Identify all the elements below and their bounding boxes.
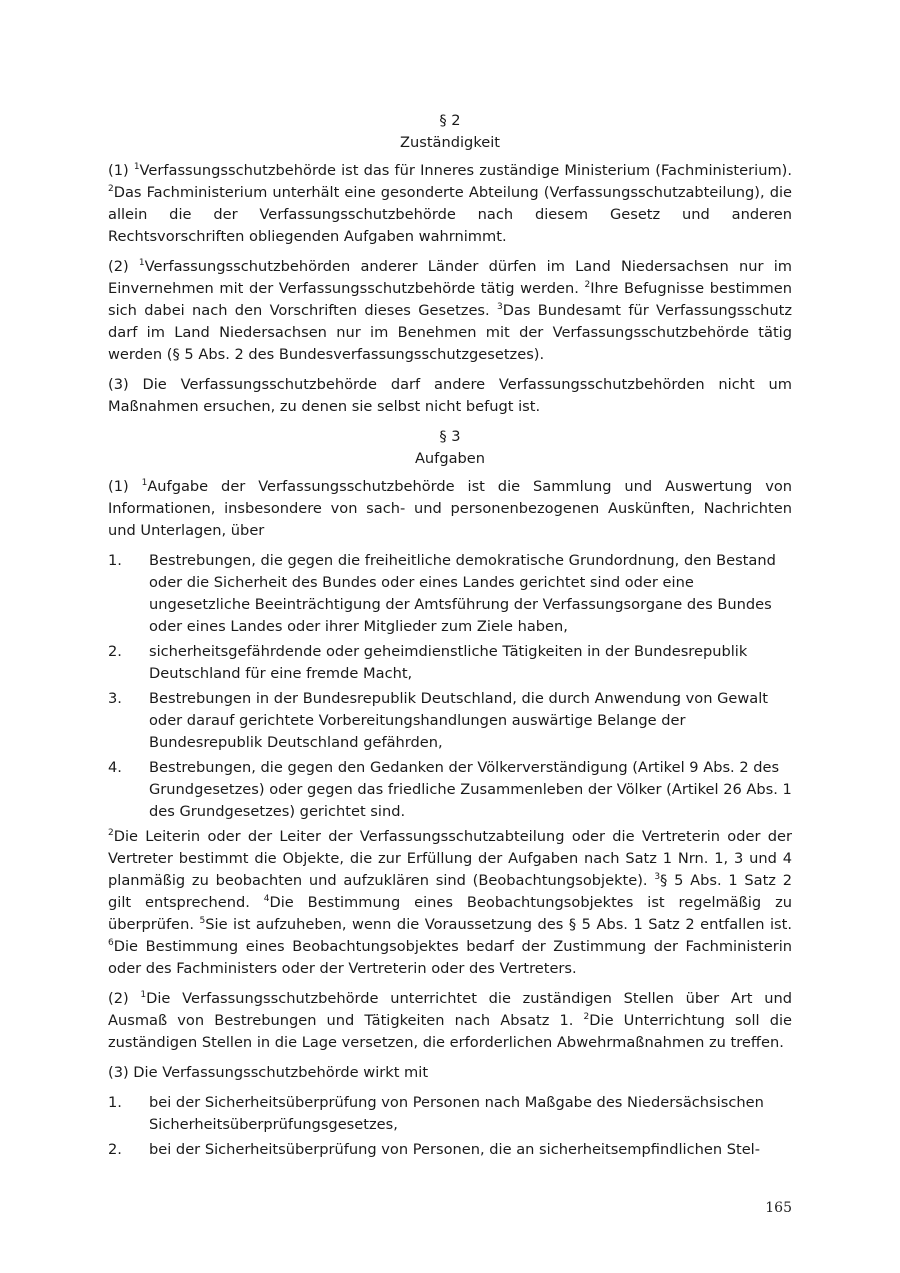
list-item — [108, 1139, 792, 1161]
paragraph: (1) $^1$Verfassungsschutzbehörde ist das für Inneres zuständige Ministerium (Fachministerium). $^2$Das Fachministerium unterhält eine gesonderte Abteilung (Verfassungsschutzabteilung), die allein die der Verfassungsschutzbehörde nach diesem Gesetz und anderen Rechtsvorschriften obliegenden Aufgaben wahrnimmt. — [108, 162, 792, 245]
sentence-number: 2 — [583, 1012, 590, 1023]
section-number: § 3 — [439, 428, 461, 445]
page-number: 165 — [765, 1200, 792, 1216]
list-item-text: Bestrebungen in der Bundesrepublik Deutschland, die durch Anwendung von Gewalt oder darauf gerichtete Vorbereitungshandlungen auswärtige Belange der Bundesrepublik Deutschland gefährden, — [149, 690, 769, 751]
list-item — [108, 641, 792, 685]
numbered-list — [108, 1092, 792, 1161]
paragraph: (3) Die Verfassungsschutzbehörde wirkt mit — [108, 1064, 429, 1081]
paragraph: $^2$Die Leiterin oder der Leiter der Verfassungsschutzabteilung oder die Vertreterin oder der Vertreter bestimmt die Objekte, die zur Erfüllung der Aufgaben nach Satz 1 Nrn. 1, 3 und 4 planmäßig zu beobachten und aufzuklären sind (Beobachtungsobjekte). $^3$§ 5 Abs. 1 Satz 2 gilt entsprechend. $^4$Die Bestimmung eines Beobachtungsobjektes ist regelmäßig zu überprüfen. $^5$Sie ist aufzuheben, wenn die Voraussetzung des § 5 Abs. 1 Satz 2 entfallen ist. $^6$Die Bestimmung eines Beobachtungsobjektes bedarf der Zustimmung der Fachministerin oder des Fachministers oder der Vertreterin oder des Vertreters. — [108, 828, 792, 977]
list-item — [108, 688, 792, 754]
section-3-heading — [108, 426, 792, 470]
list-item-text: bei der Sicherheitsüberprüfung von Personen nach Maßgabe des Niedersächsischen Sicherheitsüberprüfungsgesetzes, — [149, 1094, 764, 1133]
sentence-number: 3 — [496, 302, 503, 313]
sentence-number: 6 — [108, 938, 114, 949]
section-title: Aufgaben — [414, 450, 486, 467]
section-2-heading — [108, 110, 792, 154]
list-item-number: 1. — [108, 1094, 122, 1111]
document-page — [108, 106, 792, 1164]
sentence-number: 1 — [140, 990, 147, 1001]
paragraph: (3) Die Verfassungsschutzbehörde darf andere Verfassungsschutzbehörden nicht um Maßnahmen ersuchen, zu denen sie selbst nicht befugt ist. — [108, 376, 792, 415]
list-item — [108, 757, 792, 823]
paragraph: (1) $^1$Aufgabe der Verfassungsschutzbehörde ist die Sammlung und Auswertung von Informationen, insbesondere von sach- und personenbezogenen Auskünften, Nachrichten und Unterlagen, über — [108, 478, 793, 539]
paragraph: (2) $^1$Verfassungsschutzbehörden anderer Länder dürfen im Land Niedersachsen nur im Einvernehmen mit der Verfassungsschutzbehörde tätig werden. $^2$Ihre Befugnisse bestimmen sich dabei nach den Vorschriften dieses Gesetzes. $^3$Das Bundesamt für Verfassungsschutz darf im Land Niedersachsen nur im Benehmen mit der Verfassungsschutzbehörde tätig werden (§ 5 Abs. 2 des Bundesverfassungsschutzgesetzes). — [108, 258, 793, 363]
sentence-number: 1 — [141, 478, 148, 489]
sentence-number: 2 — [108, 828, 114, 839]
section-number: § 2 — [439, 112, 461, 129]
list-item-number: 2. — [108, 1141, 122, 1158]
list-item-number: 2. — [108, 643, 122, 660]
list-item-text: Bestrebungen, die gegen den Gedanken der Völkerverständigung (Artikel 9 Abs. 2 des Grundgesetzes) oder gegen das friedliche Zusammenleben der Völker (Artikel 26 Abs. 1 des Grundgesetzes) gerichtet sind. — [149, 759, 792, 820]
list-item — [108, 550, 792, 638]
list-item-number: 4. — [108, 759, 122, 776]
list-item-text: Bestrebungen, die gegen die freiheitliche demokratische Grundordnung, den Bestand oder die Sicherheit des Bundes oder eines Landes gerichtet sind oder eine ungesetzliche Beeinträchtigung der Amtsführung der Verfassungsorgane des Bundes oder eines Landes oder ihrer Mitglieder zum Ziele haben, — [149, 552, 776, 635]
paragraph: (2) $^1$Die Verfassungsschutzbehörde unterrichtet die zuständigen Stellen über Art und Ausmaß von Bestrebungen und Tätigkeiten nach Absatz 1. $^2$Die Unterrichtung soll die zuständigen Stellen in die Lage versetzen, die erforderlichen Abwehrmaßnahmen zu treffen. — [108, 990, 793, 1051]
sentence-number: 2 — [584, 280, 591, 291]
section-title: Zuständigkeit — [399, 134, 501, 151]
list-item-number: 1. — [108, 552, 122, 569]
list-item — [108, 1092, 792, 1136]
sentence-number: 4 — [263, 894, 270, 905]
list-item-text: bei der Sicherheitsüberprüfung von Personen, die an sicherheitsempfindlichen Stel- — [149, 1141, 761, 1158]
numbered-list — [108, 550, 792, 823]
sentence-number: 5 — [199, 916, 206, 927]
list-item-number: 3. — [108, 690, 122, 707]
sentence-number: 1 — [133, 162, 140, 173]
sentence-number: 1 — [138, 258, 145, 269]
sentence-number: 3 — [654, 872, 661, 883]
sentence-number: 2 — [108, 184, 114, 195]
list-item-text: sicherheitsgefährdende oder geheimdienstliche Tätigkeiten in der Bundesrepublik Deutschland für eine fremde Macht, — [149, 643, 748, 682]
